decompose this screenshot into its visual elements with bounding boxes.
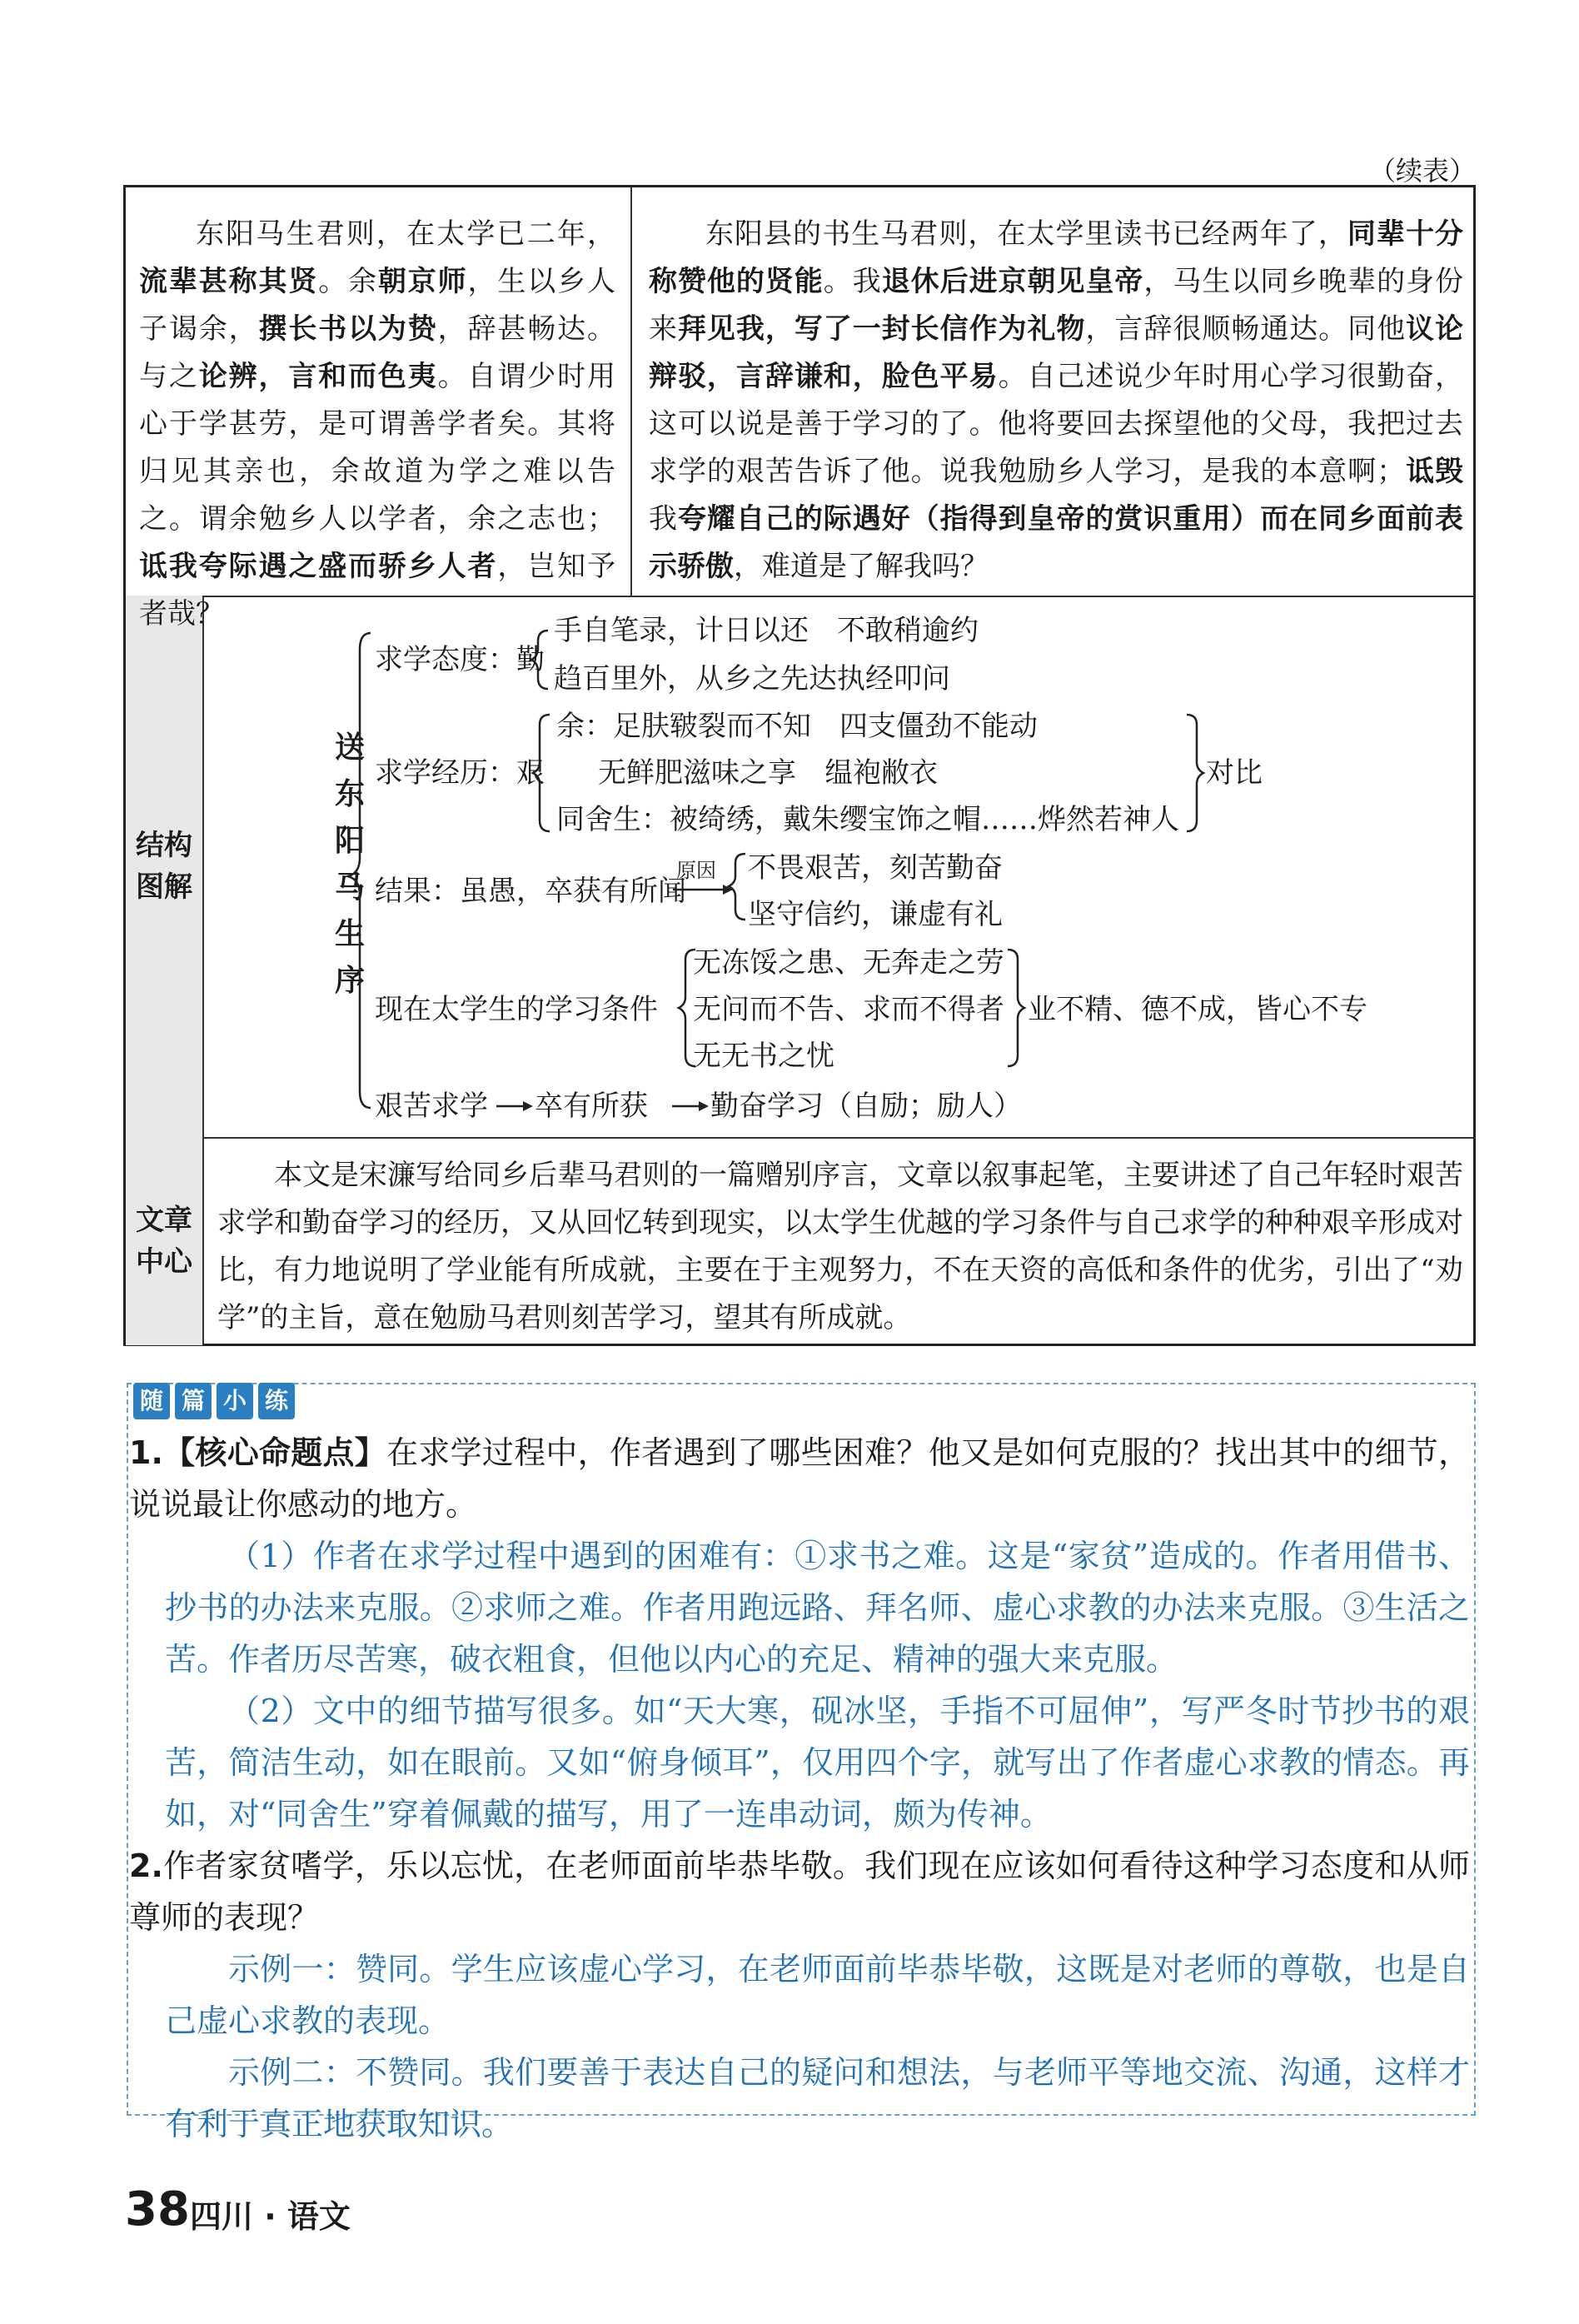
question-1: 1.【核心命题点】在求学过程中，作者遇到了哪些困难？他又是如何克服的？找出其中的细节，说说最让你感动的地方。 <box>129 1434 1470 1523</box>
chain-step: 卒有所获 <box>535 1090 648 1123</box>
condition-item: 无无书之忧 <box>693 1040 834 1073</box>
main-brace <box>348 633 371 1108</box>
essay-title-vertical: 送 东 阳 马 生 序 <box>334 731 365 998</box>
translation-text: 东阳县的书生马君则，在太学里读书已经两年了，同辈十分称赞他的贤能。我退休后进京朝见皇帝，马生以同乡晚辈的身份来拜见我，写了一封长信作为礼物，言辞很顺畅通达。同他议论辩驳，言辞谦和，脸色平易。自己述说少年时用心学习很勤奋，这可以说是善于学习的了。他将要回去探望他的父母，我把过去求学的艰苦告诉了他。说我勉励乡人学习，是我的本意啊；诋毁我夸耀自己的际遇好（指得到皇帝的赏识重用）而在同乡面前表示骄傲，难道是了解我吗？ <box>649 217 1464 583</box>
condition-item: 无问而不告、求而不得者 <box>693 993 1004 1026</box>
practice-tag-char: 随 <box>133 1383 170 1419</box>
answer-1-part-1: （1）作者在求学过程中遇到的困难有：①求书之难。这是“家贫”造成的。作者用借书、抄书的办法来克服。②求师之难。作者用跑远路、拜名师、虚心求教的办法来克服。③生活之苦。作者历尽苦寒，破衣粗食，但他以内心的充足、精神的强大来克服。 <box>165 1538 1470 1678</box>
experience-item: 无鲜肥滋味之享 缊袍敝衣 <box>598 756 938 790</box>
condition-item: 无冻馁之患、无奔走之劳 <box>693 946 1004 980</box>
practice-tag-char: 小 <box>217 1383 253 1419</box>
original-text: 东阳马生君则，在太学已二年，流辈甚称其贤。余朝京师，生以乡人子谒余，撰长书以为贽，辞甚畅达。与之论辨，言和而色夷。自谓少时用心于学甚劳，是可谓善学者矣。其将归见其亲也，余故道为学之难以告之。谓余勉乡人以学者，余之志也；诋我夸际遇之盛而骄乡人者，岂知予者哉？ <box>139 217 616 631</box>
experience-item: 同舍生：被绮绣，戴朱缨宝饰之帽……烨然若神人 <box>556 803 1179 836</box>
theme-text: 本文是宋濂写给同乡后辈马君则的一篇赠别序言，文章以叙事起笔，主要讲述了自己年轻时艰苦求学和勤奋学习的经历，又从回忆转到现实，以太学生优越的学习条件与自己求学的种种艰辛形成对比，有力地说明了学业能有所成就，主要在于主观努力，不在天资的高低和条件的优劣，引出了“劝学”的主旨，意在勉励马君则刻苦学习，望其有所成就。 <box>217 1159 1463 1334</box>
page-number: 38 <box>125 2182 190 2237</box>
result-item: 坚守信约，谦虚有礼 <box>748 898 1003 931</box>
answer-1-part-2: （2）文中的细节描写很多。如“天大寒，砚冰坚，手指不可屈伸”，写严冬时节抄书的艰苦，简洁生动，如在眼前。又如“俯身倾耳”，仅用四个字，就写出了作者虚心求教的情态。再如，对“同舍生”穿着佩戴的描写，用了一连串动词，颇为传神。 <box>165 1693 1470 1833</box>
result-brace <box>729 854 745 920</box>
footer-subject: 四川 · 语文 <box>190 2198 351 2235</box>
attitude-label: 求学态度：勤 <box>375 643 545 676</box>
structure-label: 结构 图解 <box>136 829 192 904</box>
attitude-item: 手自笔录，计日以还 不敢稍逾约 <box>554 614 979 647</box>
chain-step: 勤奋学习（自励；励人） <box>710 1090 1022 1123</box>
condition-result: 业不精、德不成，皆心不专 <box>1028 993 1367 1026</box>
theme-label: 文章 中心 <box>136 1204 192 1279</box>
result-item: 不畏艰苦，刻苦勤奋 <box>748 851 1003 885</box>
answer-2-example-2: 示例二：不赞同。我们要善于表达自己的疑问和想法，与老师平等地交流、沟通，这样才有利于真正地获取知识。 <box>165 2054 1470 2142</box>
conditions-right-brace <box>1008 950 1024 1066</box>
reason-label: 原因 <box>676 859 716 882</box>
continued-label: （续表） <box>1368 155 1476 187</box>
practice-tag-char: 练 <box>258 1383 295 1419</box>
practice-tag-char: 篇 <box>175 1383 212 1419</box>
contrast-label: 对比 <box>1206 756 1263 790</box>
experience-item: 余：足肤皲裂而不知 四支僵劲不能动 <box>556 710 1038 743</box>
chain-step: 艰苦求学 <box>375 1090 488 1123</box>
result-label: 结果：虽愚，卒获有所闻 <box>375 875 686 908</box>
question-2: 2.作者家贫嗜学，乐以忘忧，在老师面前毕恭毕敬。我们现在应该如何看待这种学习态度和从师尊师的表现？ <box>129 1848 1470 1936</box>
contrast-brace <box>1187 715 1203 831</box>
conditions-label: 现在太学生的学习条件 <box>375 993 658 1026</box>
attitude-item: 趋百里外，从乡之先达执经叩问 <box>554 662 950 696</box>
experience-label: 求学经历：艰 <box>375 756 545 790</box>
answer-2-example-1: 示例一：赞同。学生应该虚心学习，在老师面前毕恭毕敬，这既是对老师的尊敬，也是自己虚心求教的表现。 <box>165 1951 1470 2039</box>
